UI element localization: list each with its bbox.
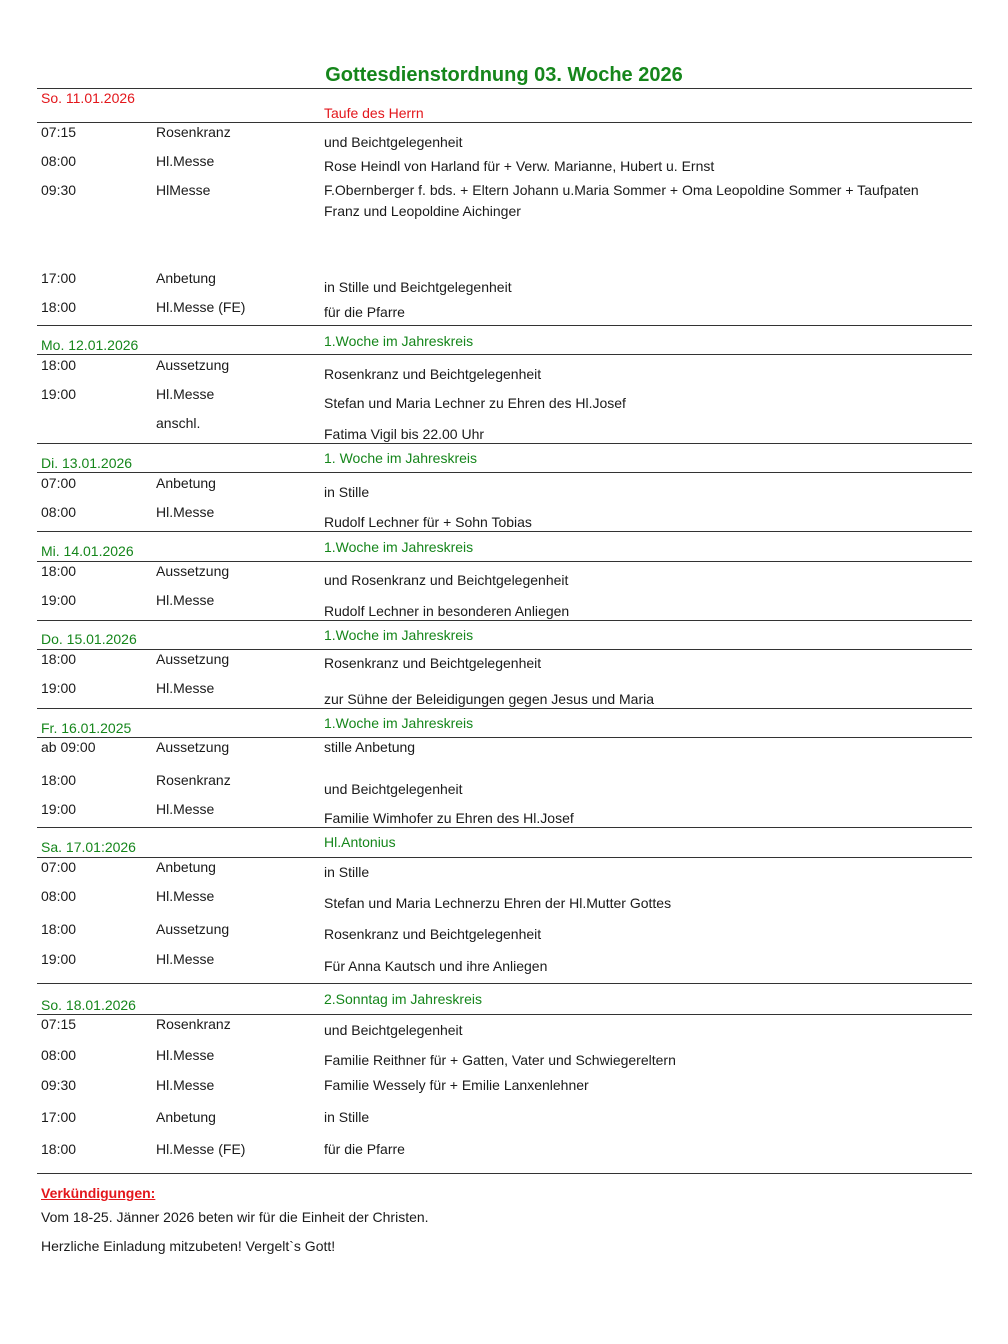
entry-type: anschl. [156,415,201,431]
entry-type: Aussetzung [156,651,230,667]
entry-desc: in Stille [324,864,370,880]
entry-time: 18:00 [41,357,77,373]
entry-type: Hl.Messe [156,1047,215,1063]
day-date: Di. 13.01.2026 [41,455,133,471]
entry-type: Hl.Messe [156,888,215,904]
day-date: So. 18.01.2026 [41,997,136,1013]
entry-desc: und Beichtgelegenheit [324,134,463,150]
entry-type: Hl.Messe (FE) [156,1141,246,1157]
day-feast: Taufe des Herrn [324,105,424,121]
day-feast: 1.Woche im Jahreskreis [324,539,474,555]
entry-desc: F.Obernberger f. bds. + Eltern Johann u.Maria Sommer + Oma Leopoldine Sommer + Taufpaten [324,182,919,198]
entry-type: Rosenkranz [156,124,231,140]
entry-desc: für die Pfarre [324,1141,405,1157]
entry-time: 17:00 [41,270,77,286]
entry-desc: Rudolf Lechner in besonderen Anliegen [324,603,570,619]
divider [37,325,972,326]
entry-desc: Stefan und Maria Lechnerzu Ehren der Hl.Mutter Gottes [324,895,672,911]
entry-time: 18:00 [41,772,77,788]
entry-time: 18:00 [41,651,77,667]
day-feast: 1.Woche im Jahreskreis [324,627,474,643]
divider [37,1173,972,1174]
notice-line: Vom 18-25. Jänner 2026 beten wir für die Einheit der Christen. [41,1209,429,1225]
entry-time: 18:00 [41,1141,77,1157]
entry-type: Hl.Messe [156,153,215,169]
entry-desc: zur Sühne der Beleidigungen gegen Jesus und Maria [324,691,655,707]
entry-type: Hl.Messe [156,504,215,520]
day-feast: 1.Woche im Jahreskreis [324,715,474,731]
entry-time: 18:00 [41,563,77,579]
entry-desc-continued: Franz und Leopoldine Aichinger [324,203,521,219]
entry-desc: Fatima Vigil bis 22.00 Uhr [324,426,485,442]
entry-time: 08:00 [41,504,77,520]
day-feast: Hl.Antonius [324,834,396,850]
entry-desc: und Beichtgelegenheit [324,781,463,797]
entry-time: 18:00 [41,921,77,937]
entry-type: Rosenkranz [156,1016,231,1032]
day-date: Do. 15.01.2026 [41,631,137,647]
entry-desc: stille Anbetung [324,739,416,755]
entry-time: 19:00 [41,951,77,967]
day-date: Mi. 14.01.2026 [41,543,134,559]
entry-desc: für die Pfarre [324,304,405,320]
entry-type: Aussetzung [156,563,230,579]
entry-desc: in Stille [324,484,370,500]
day-feast: 1.Woche im Jahreskreis [324,333,474,349]
entry-time: 07:00 [41,475,77,491]
entry-time: 08:00 [41,888,77,904]
entry-time: 17:00 [41,1109,77,1125]
entry-type: Hl.Messe [156,680,215,696]
entry-desc: Familie Reithner für + Gatten, Vater und Schwiegereltern [324,1052,676,1068]
day-feast: 2.Sonntag im Jahreskreis [324,991,482,1007]
entry-desc: Für Anna Kautsch und ihre Anliegen [324,958,548,974]
entry-desc: und Beichtgelegenheit [324,1022,463,1038]
divider [37,531,972,532]
entry-type: Aussetzung [156,357,230,373]
entry-time: 19:00 [41,680,77,696]
entry-desc: Rosenkranz und Beichtgelegenheit [324,926,542,942]
entry-desc: Stefan und Maria Lechner zu Ehren des Hl.Josef [324,395,626,411]
entry-type: Anbetung [156,1109,216,1125]
entry-time: ab 09:00 [41,739,96,755]
day-date: So. 11.01.2026 [41,90,135,106]
notice-line: Herzliche Einladung mitzubeten! Vergelt`s Gott! [41,1238,336,1254]
entry-desc: Familie Wessely für + Emilie Lanxenlehner [324,1077,589,1093]
entry-type: Aussetzung [156,739,230,755]
entry-desc: in Stille [324,1109,370,1125]
entry-type: Hl.Messe (FE) [156,299,246,315]
entry-type: HlMesse [156,182,211,198]
entry-type: Anbetung [156,475,216,491]
entry-type: Rosenkranz [156,772,231,788]
entry-desc: in Stille und Beichtgelegenheit [324,279,512,295]
divider [37,983,972,984]
entry-desc: Rosenkranz und Beichtgelegenheit [324,366,542,382]
divider [37,827,972,828]
divider [37,708,972,709]
day-date: Mo. 12.01.2026 [41,337,139,353]
entry-time: 07:15 [41,124,77,140]
divider [37,472,972,473]
entry-desc: Rosenkranz und Beichtgelegenheit [324,655,542,671]
entry-time: 08:00 [41,1047,77,1063]
notices-heading: Verkündigungen: [41,1185,156,1201]
entry-desc: und Rosenkranz und Beichtgelegenheit [324,572,569,588]
divider [37,620,972,621]
day-date: Fr. 16.01.2025 [41,720,132,736]
entry-type: Anbetung [156,859,216,875]
entry-desc: Familie Wimhofer zu Ehren des Hl.Josef [324,810,574,826]
divider [37,88,972,89]
entry-desc: Rose Heindl von Harland für + Verw. Marianne, Hubert u. Ernst [324,158,715,174]
entry-type: Anbetung [156,270,216,286]
entry-type: Hl.Messe [156,386,215,402]
entry-time: 19:00 [41,801,77,817]
day-feast: 1. Woche im Jahreskreis [324,450,478,466]
entry-time: 07:00 [41,859,77,875]
page-title: Gottesdienstordnung 03. Woche 2026 [325,64,683,86]
entry-time: 09:30 [41,182,77,198]
entry-time: 19:00 [41,592,77,608]
entry-desc: Rudolf Lechner für + Sohn Tobias [324,514,532,530]
divider [37,443,972,444]
entry-time: 08:00 [41,153,77,169]
entry-time: 09:30 [41,1077,77,1093]
entry-type: Hl.Messe [156,592,215,608]
entry-time: 18:00 [41,299,77,315]
day-date: Sa. 17.01:2026 [41,839,136,855]
entry-type: Hl.Messe [156,1077,215,1093]
entry-type: Hl.Messe [156,801,215,817]
entry-time: 19:00 [41,386,77,402]
entry-type: Aussetzung [156,921,230,937]
entry-type: Hl.Messe [156,951,215,967]
entry-time: 07:15 [41,1016,77,1032]
divider [37,354,972,355]
